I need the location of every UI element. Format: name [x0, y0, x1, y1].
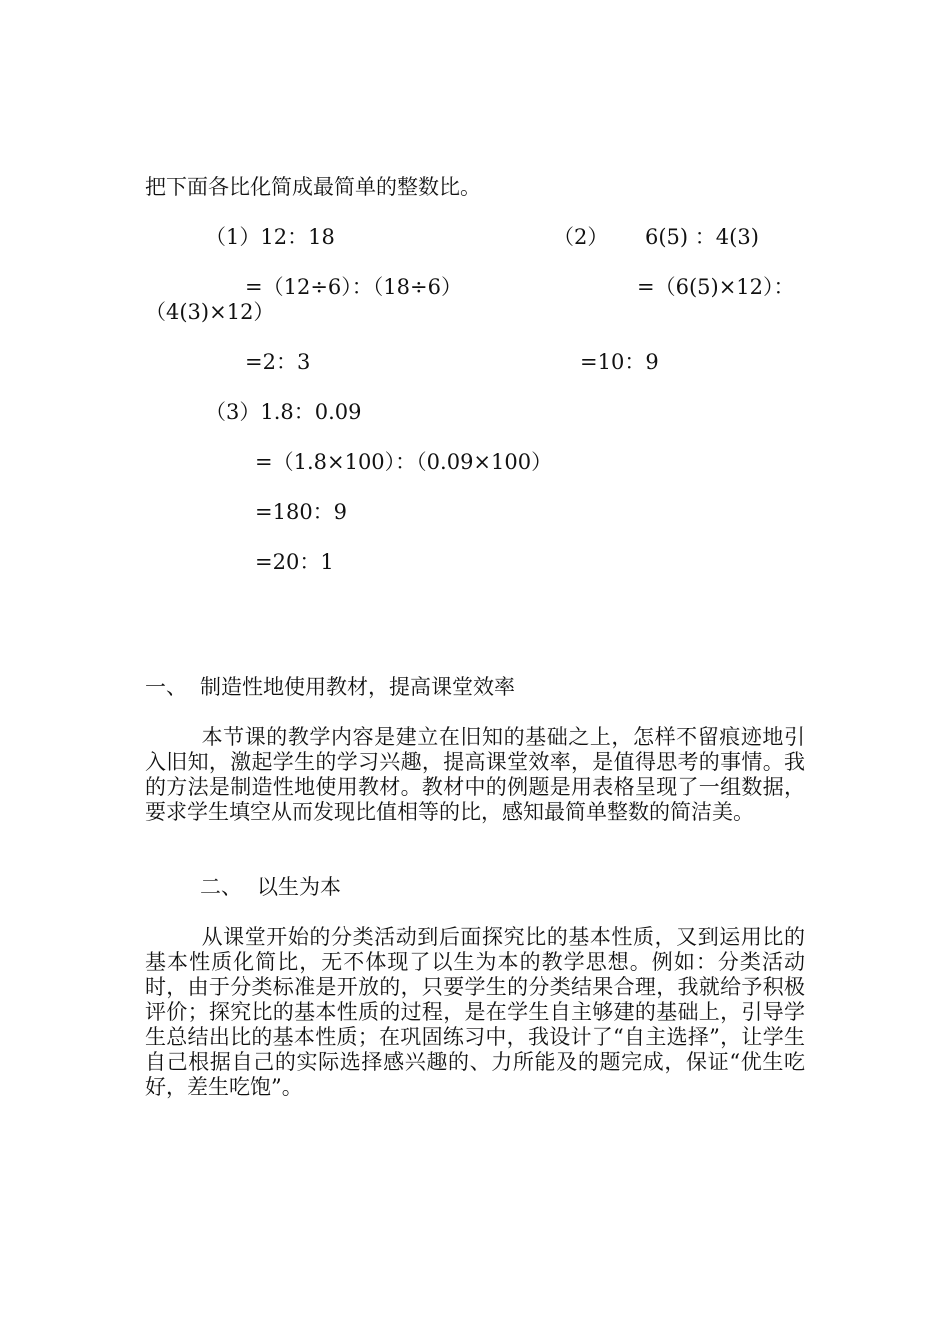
- section2-body-text: 从课堂开始的分类活动到后面探究比的基本性质，又到运用比的基本性质化简比，无不体现了以生为本的教学思想。例如：分类活动时，由于分类标准是开放的，只要学生的分类结果合理，我就给予积极评价；探究比的基本性质的过程，是在学生自主够建的基础上，引导学生总结出比的基本性质；在巩固练习中，我设计了“自主选择”，让学生自己根据自己的实际选择感兴趣的、力所能及的题完成，保证“优生吃好，差生吃饱”。: [145, 925, 805, 1099]
- q1-label: （1）12：18: [205, 225, 335, 249]
- q3-label: （3）1.8：0.09: [205, 400, 362, 424]
- q3-result: =20：1: [255, 550, 334, 574]
- q3-step2: =180：9: [255, 500, 348, 524]
- q2-step1-continued: （4(3)×12）: [145, 300, 275, 324]
- section1-body: [145, 725, 805, 825]
- q1-step1: =（12÷6）：（18÷6）: [245, 275, 462, 299]
- section1-title: 制造性地使用教材，提高课堂效率: [200, 675, 515, 699]
- q1-result: =2：3: [245, 350, 311, 374]
- section2-number: 二、: [200, 875, 242, 899]
- section2-body: [145, 925, 805, 1100]
- q3-step1: =（1.8×100）：（0.09×100）: [255, 450, 553, 474]
- q2-result: =10：9: [580, 350, 659, 374]
- q2-label: （2）: [553, 225, 609, 249]
- exercise-instruction: 把下面各比化简成最简单的整数比。: [145, 175, 481, 199]
- section1-body-text: 本节课的教学内容是建立在旧知的基础之上，怎样不留痕迹地引入旧知，激起学生的学习兴趣，提高课堂效率，是值得思考的事情。我的方法是制造性地使用教材。教材中的例题是用表格呈现了一组数据，要求学生填空从而发现比值相等的比，感知最简单整数的简洁美。: [145, 725, 805, 824]
- section2-title: 以生为本: [257, 875, 341, 899]
- section1-number: 一、: [145, 675, 187, 699]
- q2-step1: =（6(5)×12）：: [637, 275, 795, 299]
- q2-expr: 6(5) ：4(3): [645, 225, 759, 249]
